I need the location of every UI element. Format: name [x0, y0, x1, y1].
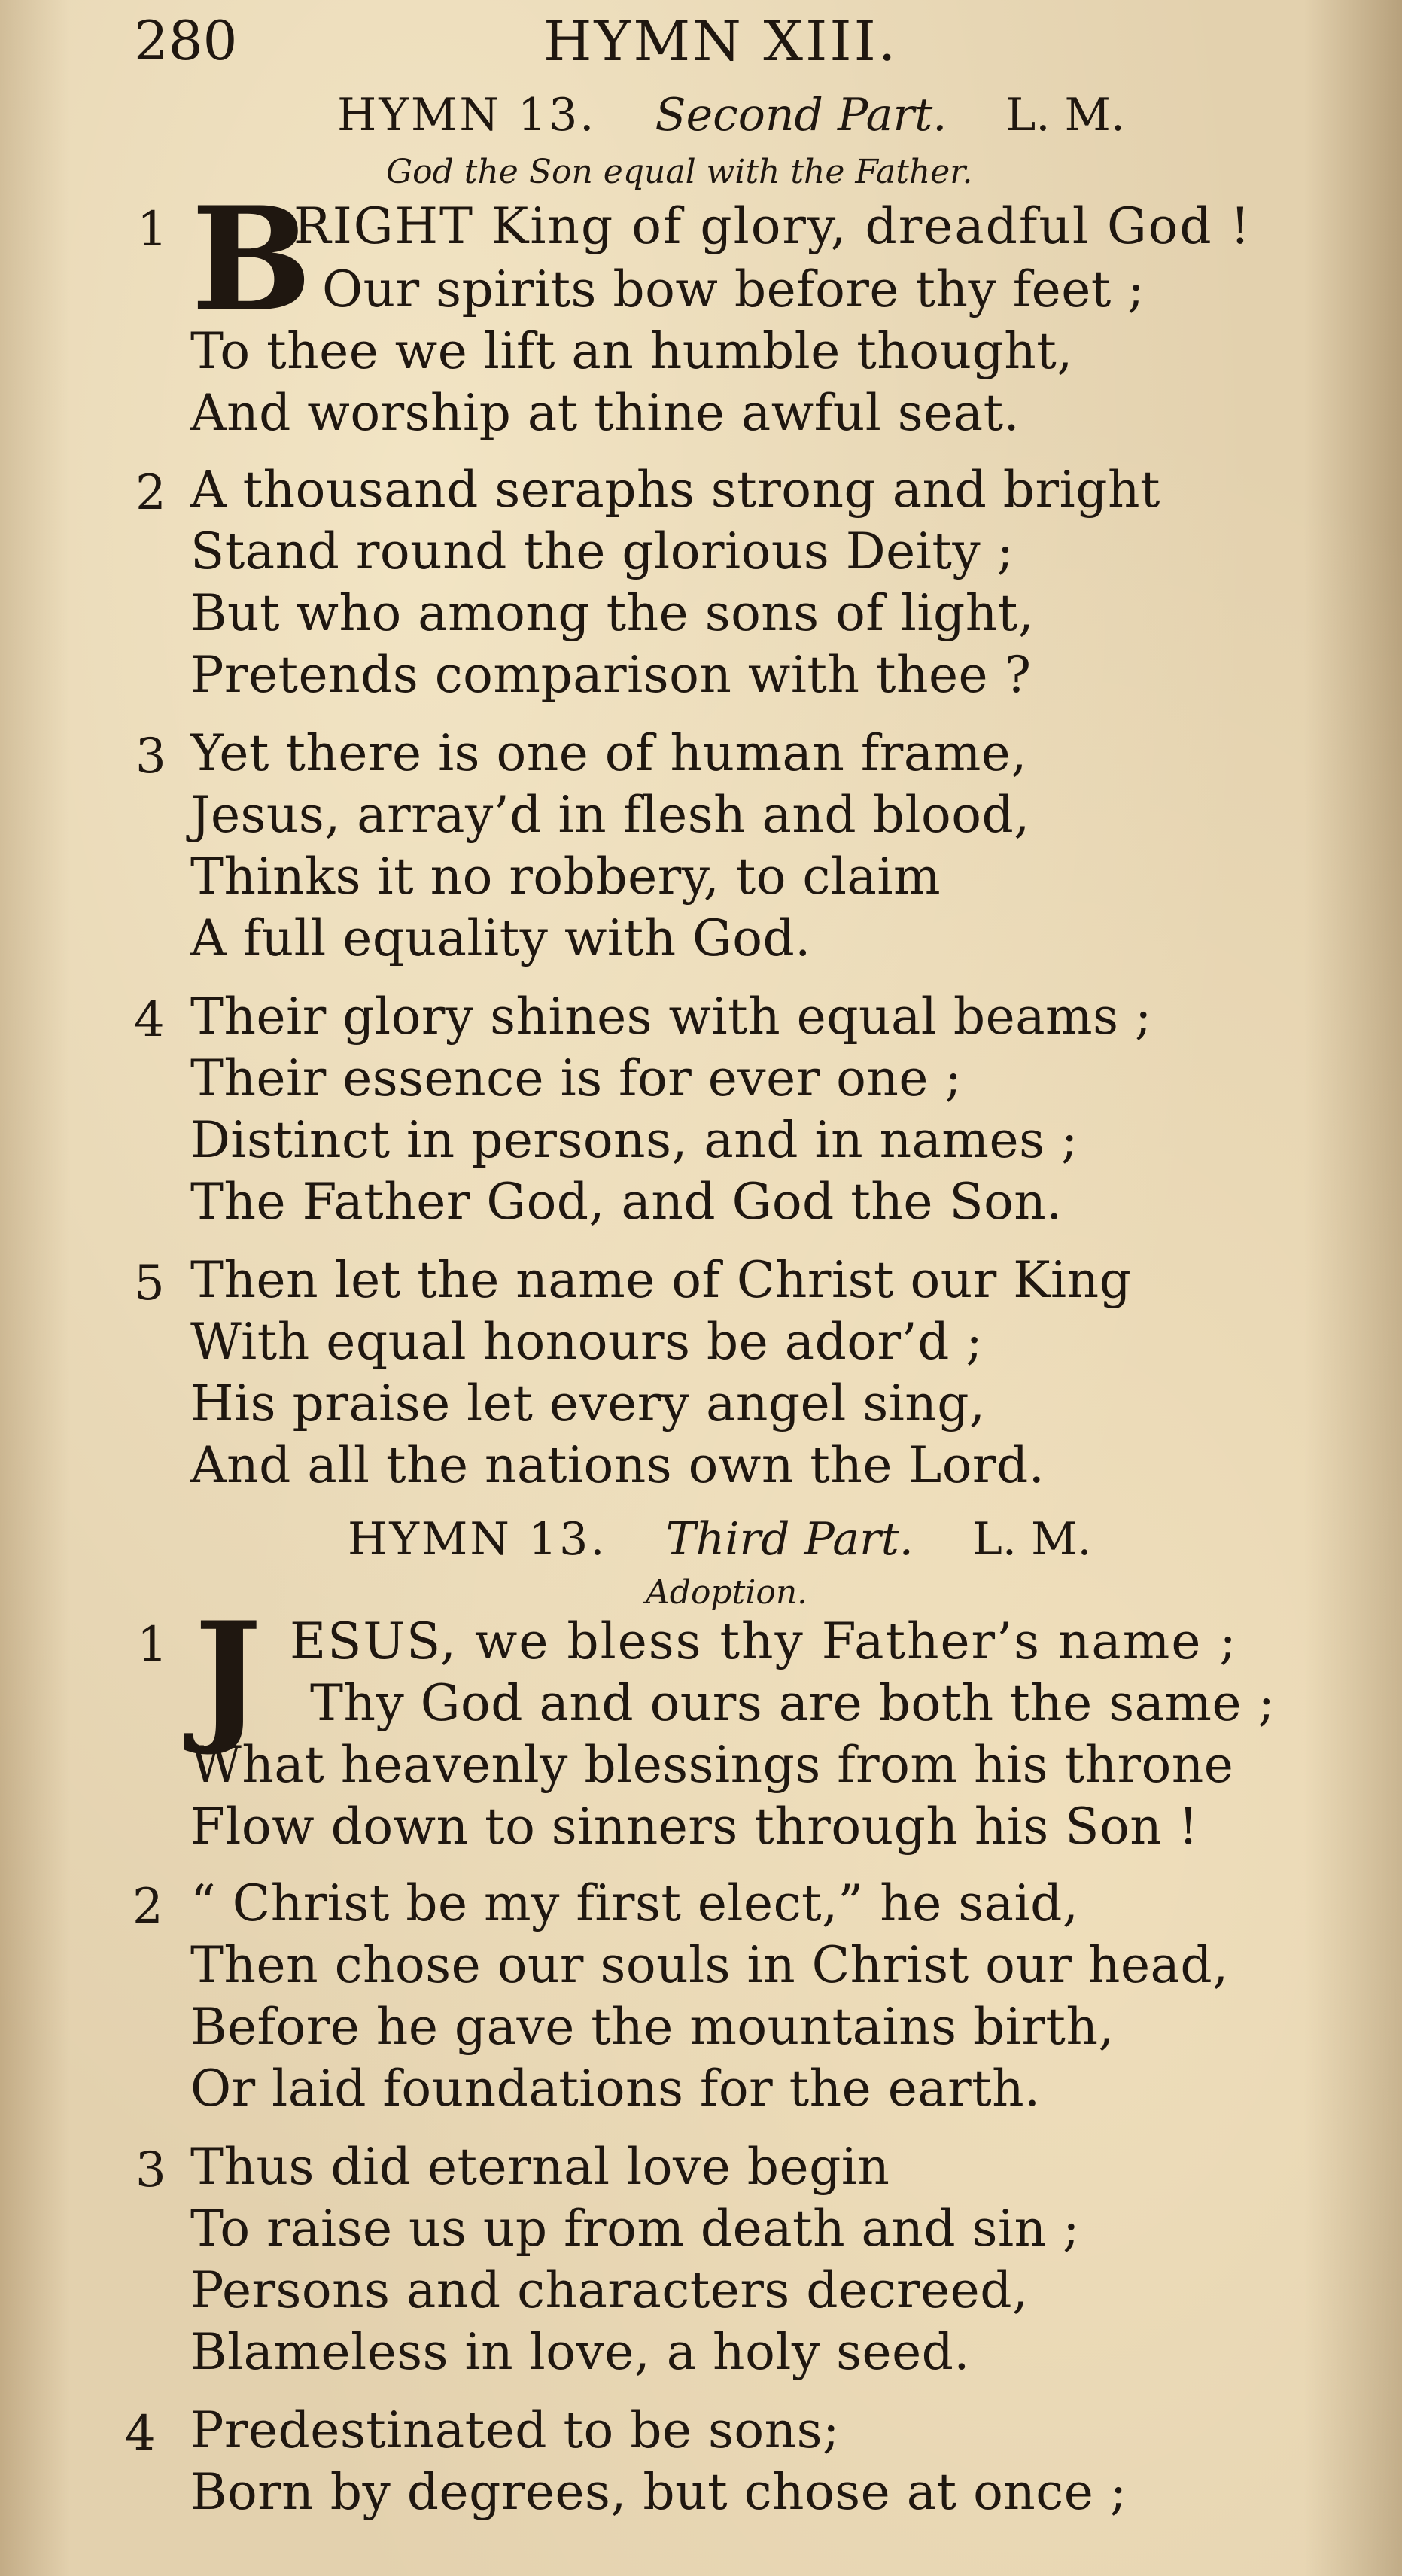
verse-line: Distinct in persons, and in names ;: [190, 1111, 1078, 1169]
verse-number: 4: [125, 2406, 156, 2462]
verse-line: Jesus, array’d in flesh and blood,: [190, 786, 1030, 844]
verse-line: “ Christ be my first elect,” he said,: [190, 1874, 1079, 1932]
verse-number: 1: [137, 202, 168, 257]
verse-number: 1: [137, 1617, 168, 1673]
verse-line: But who among the sons of light,: [190, 584, 1035, 642]
verse-line: What heavenly blessings from his throne: [190, 1736, 1234, 1794]
hymn-title: HYMN 13.: [337, 89, 597, 142]
verse-number: 3: [135, 2142, 166, 2198]
verse-line: Then let the name of Christ our King: [190, 1251, 1132, 1309]
verse-line: Thinks it no robbery, to claim: [190, 848, 941, 906]
verse-line: Thus did eternal love begin: [190, 2138, 890, 2196]
verse-line: ESUS, we bless thy Father’s name ;: [290, 1612, 1238, 1670]
verse-line: To thee we lift an humble thought,: [190, 322, 1073, 380]
verse-line: And all the nations own the Lord.: [190, 1436, 1045, 1494]
verse-line: Flow down to sinners through his Son !: [190, 1798, 1199, 1856]
verse-number: 2: [132, 1879, 163, 1935]
verse-line: Predestinated to be sons;: [190, 2401, 840, 2459]
hymn-subtitle: God the Son equal with the Father.: [386, 153, 973, 191]
hymn-meter: L. M.: [972, 1513, 1092, 1566]
verse-line: Then chose our souls in Christ our head,: [190, 1936, 1229, 1994]
verse-number: 2: [135, 465, 166, 521]
verse-line: Their essence is for ever one ;: [190, 1049, 963, 1107]
verse-line: With equal honours be ador’d ;: [190, 1313, 984, 1371]
hymn-heading: [348, 1513, 1092, 1566]
verse-line: Pretends comparison with thee ?: [190, 646, 1032, 704]
verse-line: Thy God and ours are both the same ;: [310, 1674, 1276, 1732]
hymn-subtitle: Adoption.: [646, 1573, 808, 1612]
verse-line: Born by degrees, but chose at once ;: [190, 2463, 1127, 2521]
verse-number: 5: [134, 1256, 165, 1311]
verse-line: Or laid foundations for the earth.: [190, 2060, 1041, 2118]
hymn-title: HYMN 13.: [348, 1513, 607, 1566]
running-head: HYMN XIII.: [543, 9, 899, 74]
verse-line: Stand round the glorious Deity ;: [190, 522, 1014, 580]
verse-line: And worship at thine awful seat.: [190, 384, 1020, 442]
verse-line: To raise us up from death and sin ;: [190, 2200, 1080, 2258]
hymn-meter: L. M.: [1005, 89, 1125, 142]
verse-line: Persons and characters decreed,: [190, 2261, 1029, 2319]
verse-line: Our spirits bow before thy feet ;: [322, 260, 1145, 318]
hymn-heading: [337, 89, 1125, 142]
drop-cap: B: [191, 175, 312, 343]
verse-line: A full equality with God.: [190, 909, 811, 967]
verse-number: 4: [134, 992, 165, 1048]
verse-line: Before he gave the mountains birth,: [190, 1998, 1115, 2056]
verse-number: 3: [135, 729, 166, 784]
verse-line: Blameless in love, a holy seed.: [190, 2323, 970, 2381]
hymn-part: Second Part.: [655, 89, 947, 142]
drop-cap: J: [194, 1591, 262, 1758]
verse-line: The Father God, and God the Son.: [190, 1173, 1063, 1231]
verse-line: Yet there is one of human frame,: [190, 724, 1027, 782]
verse-line: A thousand seraphs strong and bright: [190, 461, 1160, 519]
verse-line: His praise let every angel sing,: [190, 1375, 986, 1433]
page-number: 280: [134, 9, 238, 72]
verse-line: RIGHT King of glory, dreadful God !: [293, 197, 1252, 255]
hymn-part: Third Part.: [665, 1513, 914, 1566]
verse-line: Their glory shines with equal beams ;: [190, 988, 1152, 1046]
